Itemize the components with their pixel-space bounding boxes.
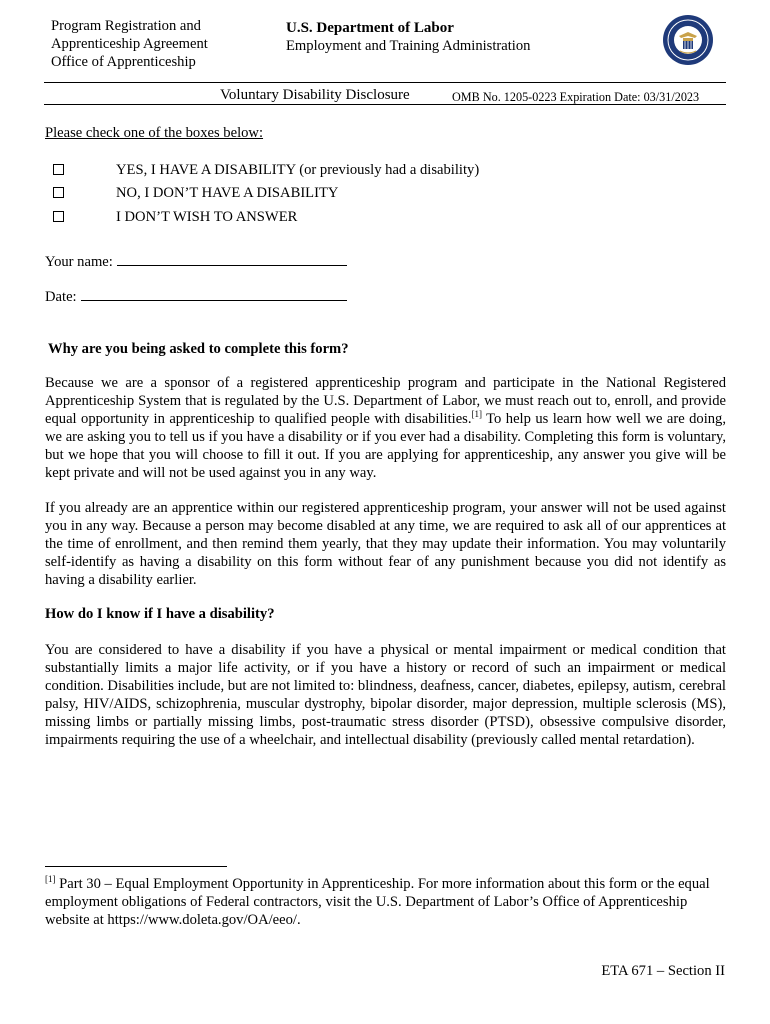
header-rule-top xyxy=(44,82,726,83)
checkbox-decline[interactable] xyxy=(53,211,64,222)
dol-seal-icon xyxy=(662,14,714,66)
option-no-label: NO, I DON’T HAVE A DISABILITY xyxy=(116,185,339,201)
name-label: Your name: xyxy=(45,254,113,270)
program-header xyxy=(51,17,271,71)
option-decline[interactable] xyxy=(53,208,553,228)
program-line-3: Office of Apprenticeship xyxy=(51,54,196,70)
why-p1-text-b: To help us learn how well we are doing, we are asking you to tell us if you have a disability or if you ever had a disability. Completing this form is voluntary, but we hope that you will choose to fill it out. If you are applying for apprenticeship, any answer you give will be kept private and will not be used against you in any way. xyxy=(45,411,726,481)
option-yes-label: YES, I HAVE A DISABILITY (or previously had a disability) xyxy=(116,162,480,178)
why-p2-text: If you already are an apprentice within our registered apprenticeship program, your answer will not be used against you in any way. Because a person may become disabled at any time, we are required to ask all of our apprentices at the time of enrollment, and then remind them yearly, that they may update their information. You may voluntarily self-identify as having a disability on this form without fear of any punishment because you did not identify as having a disability earlier. xyxy=(45,500,726,588)
footnote-mark: [1] xyxy=(45,874,56,885)
option-yes[interactable] xyxy=(53,161,553,181)
name-field xyxy=(45,251,347,271)
how-heading: How do I know if I have a disability? xyxy=(45,606,275,622)
why-paragraph-1 xyxy=(45,374,726,482)
checkbox-yes[interactable] xyxy=(53,164,64,175)
form-id: ETA 671 – Section II xyxy=(601,963,725,979)
agency-header xyxy=(286,19,606,55)
omb-number: OMB No. 1205-0223 Expiration Date: 03/31/2023 xyxy=(452,90,700,104)
footnote xyxy=(45,875,726,929)
option-no[interactable] xyxy=(53,184,553,204)
date-input[interactable] xyxy=(81,286,347,301)
why-paragraph-2 xyxy=(45,499,726,589)
date-label: Date: xyxy=(45,289,77,305)
form-title: Voluntary Disability Disclosure xyxy=(220,87,410,103)
option-decline-label: I DON’T WISH TO ANSWER xyxy=(116,209,298,225)
name-input[interactable] xyxy=(117,251,347,266)
department-name: U.S. Department of Labor xyxy=(286,20,454,36)
footnote-rule xyxy=(45,866,227,867)
administration-name: Employment and Training Administration xyxy=(286,38,531,54)
program-line-2: Apprenticeship Agreement xyxy=(51,36,208,52)
why-heading: Why are you being asked to complete this form? xyxy=(48,341,349,357)
program-line-1: Program Registration and xyxy=(51,18,201,34)
why-p1-text-a: Because we are a sponsor of a registered apprenticeship program and participate in the National Registered Apprenticeship System that is regulated by the U.S. Department of Labor, we must reach out to, enroll, and provide equal opportunity in apprenticeship to qualified people with disabilities. xyxy=(45,375,726,427)
checkbox-no[interactable] xyxy=(53,187,64,198)
how-paragraph xyxy=(45,641,726,749)
how-p-text: You are considered to have a disability if you have a physical or mental impairment or medical condition that substantially limits a major life activity, or if you have a history or record of such an impairment or medical condition. Disabilities include, but are not limited to: blindness, deafness, cancer, diabetes, epilepsy, autism, cerebral palsy, HIV/AIDS, schizophrenia, muscular dystrophy, bipolar disorder, major depression, multiple sclerosis (MS), missing limbs or partially missing limbs, post-traumatic stress disorder (PTSD), obsessive compulsive disorder, impairments requiring the use of a wheelchair, and intellectual disability (previously called mental retardation). xyxy=(45,642,726,748)
check-instruction: Please check one of the boxes below: xyxy=(45,125,264,141)
date-field xyxy=(45,286,347,306)
footnote-ref: [1] xyxy=(471,409,482,420)
header-rule-bottom xyxy=(44,104,726,105)
footnote-text: Part 30 – Equal Employment Opportunity in Apprenticeship. For more information about this form or the equal employment obligations of Federal contractors, visit the U.S. Department of Labor’s Office of Apprenticeship website at https://www.doleta.gov/OA/eeo/. xyxy=(45,876,710,928)
